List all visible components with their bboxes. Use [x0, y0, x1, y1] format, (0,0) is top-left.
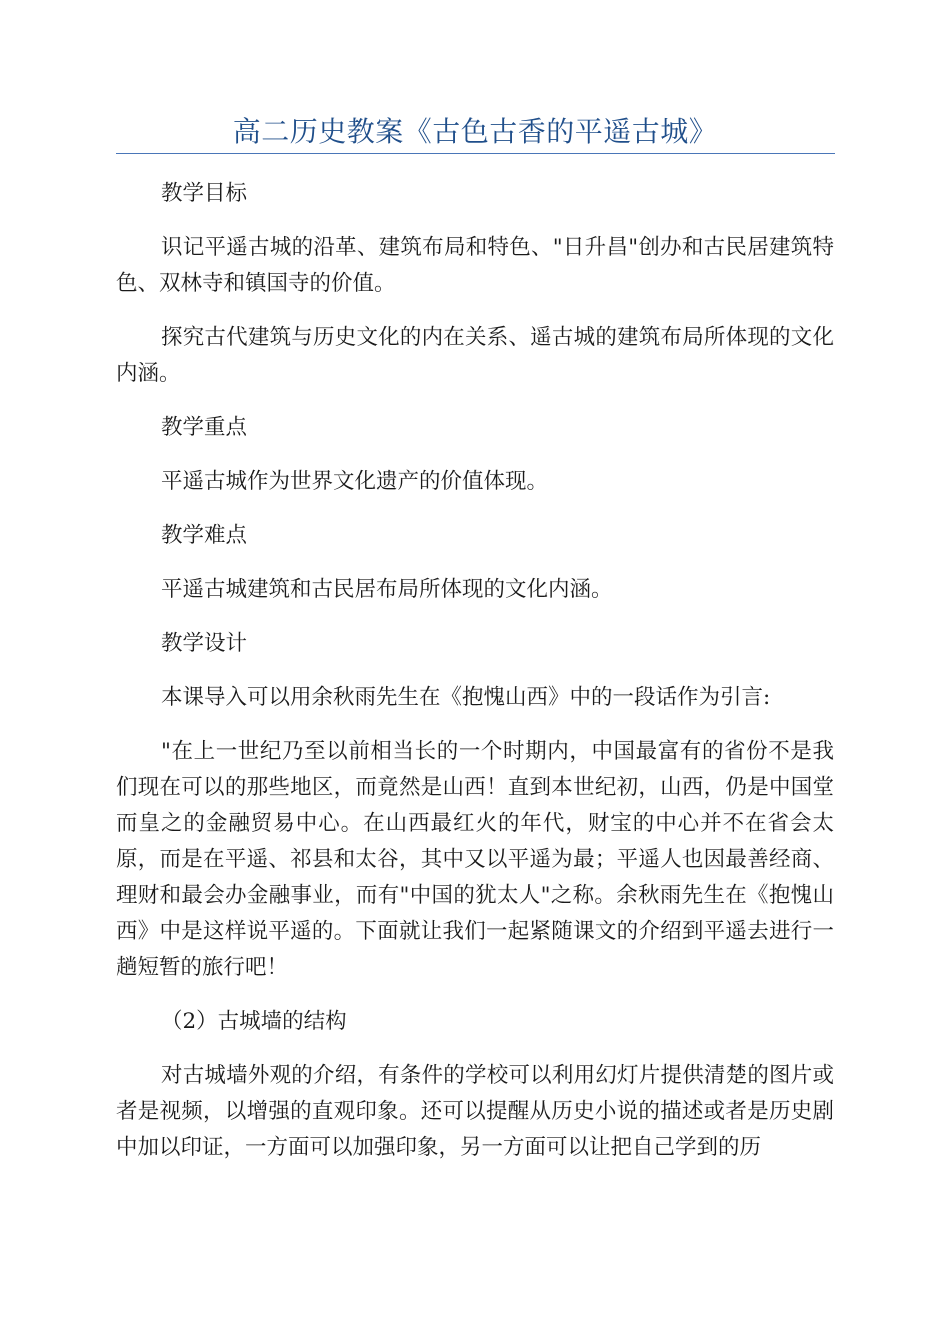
title-underline [116, 153, 835, 154]
document-body [116, 176, 834, 1184]
heading-difficulties: 教学难点 [161, 523, 248, 548]
paragraph-difficulties: 平遥古城建筑和古民居布局所体现的文化内涵。 [161, 577, 613, 602]
paragraph-key-points: 平遥古城作为世界文化遗产的价值体现。 [161, 469, 549, 494]
document-title: 高二历史教案《古色古香的平遥古城》 [232, 115, 718, 148]
paragraph-city-wall: 对古城墙外观的介绍，有条件的学校可以利用幻灯片提供清楚的图片或者是视频，以增强的直观印象。还可以提醒从历史小说的描述或者是历史剧中加以印证，一方面可以加强印象，另一方面可以让把自己学到的历 [116, 1063, 834, 1160]
paragraph-goals-explore: 探究古代建筑与历史文化的内在关系、遥古城的建筑布局所体现的文化内涵。 [116, 325, 834, 386]
paragraph-goals-recall: 识记平遥古城的沿革、建筑布局和特色、"日升昌"创办和古民居建筑特色、双林寺和镇国寺的价值。 [116, 235, 834, 296]
paragraph-introduction: 本课导入可以用余秋雨先生在《抱愧山西》中的一段话作为引言: [161, 685, 771, 710]
heading-teaching-goals: 教学目标 [161, 181, 248, 206]
heading-teaching-design: 教学设计 [161, 631, 248, 656]
heading-city-wall-structure: （2）古城墙的结构 [161, 1009, 347, 1034]
heading-key-points: 教学重点 [161, 415, 248, 440]
paragraph-quotation: "在上一世纪乃至以前相当长的一个时期内，中国最富有的省份不是我们现在可以的那些地区，而竟然是山西！直到本世纪初，山西，仍是中国堂而皇之的金融贸易中心。在山西最红火的年代，财宝的中心并不在省会太原，而是在平遥、祁县和太谷，其中又以平遥为最；平遥人也因最善经商、理财和最会办金融事业，而有"中国的犹太人"之称。余秋雨先生在《抱愧山西》中是这样说平遥的。下面就让我们一起紧随课文的介绍到平遥去进行一趟短暂的旅行吧！ [116, 739, 834, 980]
